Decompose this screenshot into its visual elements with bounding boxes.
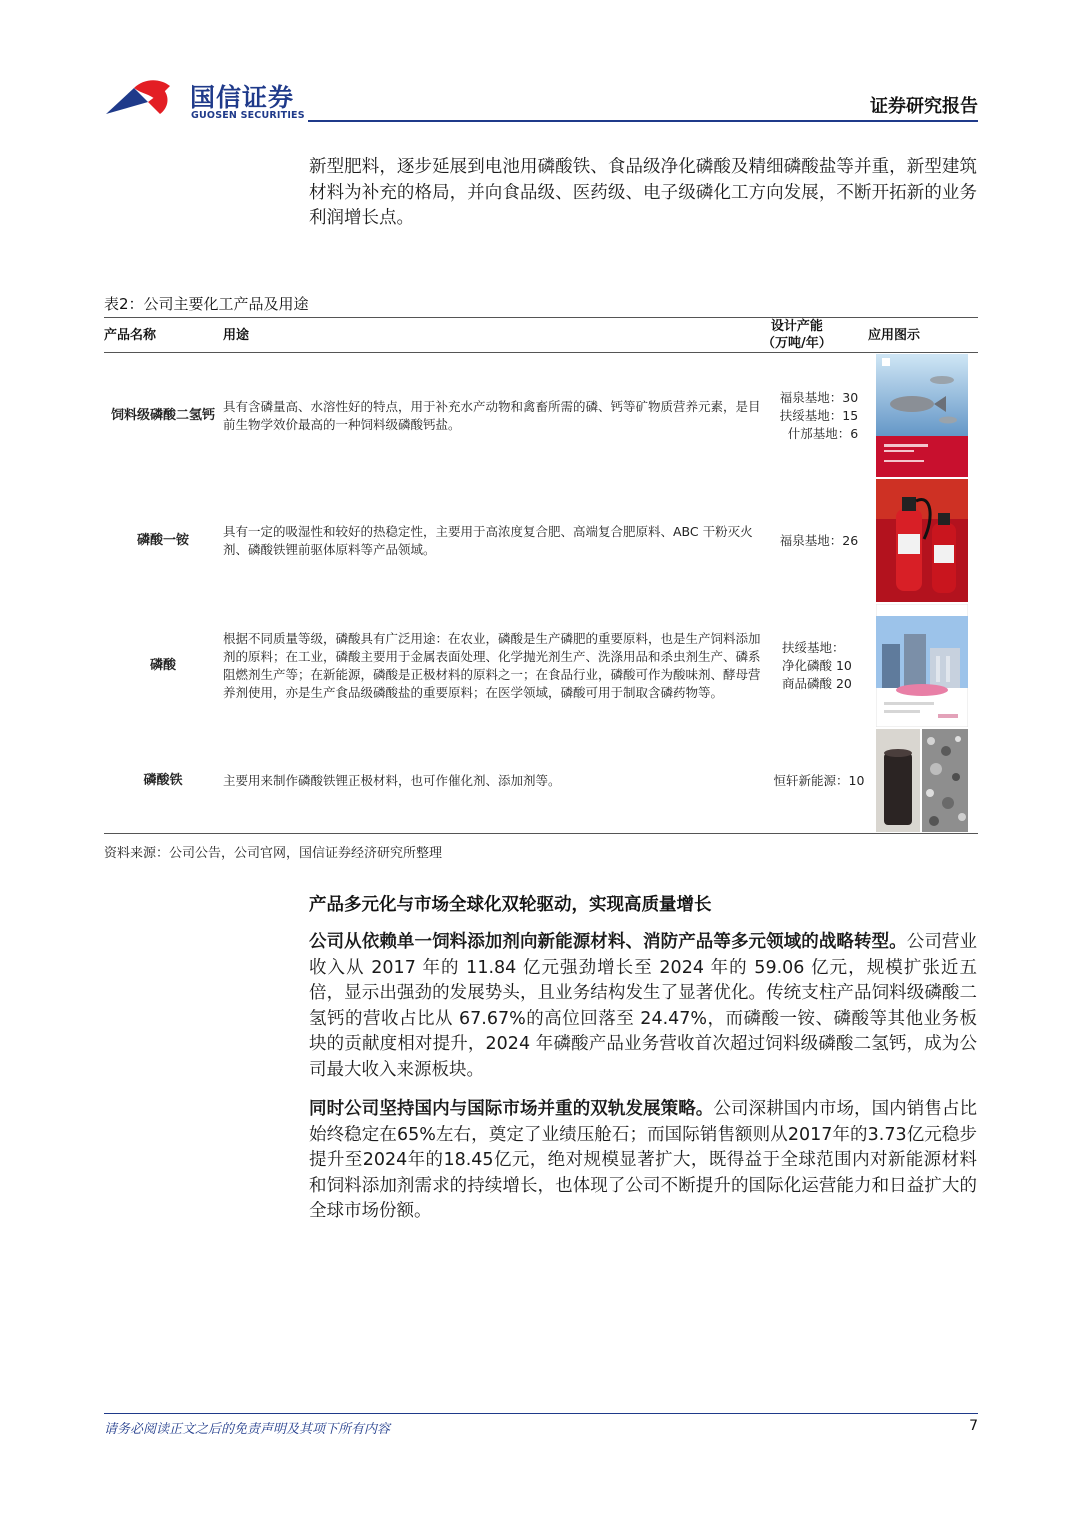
table-source: 资料来源：公司公告，公司官网，国信证券经济研究所整理 <box>104 846 443 861</box>
paragraph-lead: 同时公司坚持国内与国际市场并重的双轨发展策略。 <box>309 1099 714 1119</box>
product-use: 具有一定的吸湿性和较好的热稳定性，主要用于高浓度复合肥、高端复合肥原料、ABC 干粉灭火剂、磷酸铁锂前驱体原料等产品领域。 <box>223 523 753 557</box>
table-top-rule <box>104 317 978 318</box>
product-capacity <box>764 603 874 728</box>
capacity-line: 福泉基地：26 <box>779 532 859 548</box>
paragraph-markets <box>309 1097 977 1225</box>
company-logo <box>104 76 304 126</box>
table-row <box>104 728 978 833</box>
fish-feed-product-icon <box>876 354 968 477</box>
intro-paragraph: 新型肥料，逐步延展到电池用磷酸铁、食品级净化磷酸及精细磷酸盐等并重，新型建筑材料为补充的格局，并向食品级、医药级、电子级磷化工方向发展，不断开拓新的业务利润增长点。 <box>309 157 977 228</box>
fire-extinguisher-icon <box>876 479 968 602</box>
table-row <box>104 353 978 478</box>
footer-disclaimer: 请务必阅读正文之后的免责声明及其项下所有内容 <box>104 1422 391 1437</box>
section-subheading: 产品多元化与市场全球化双轮驱动，实现高质量增长 <box>309 895 712 915</box>
capacity-line: 恒轩新能源：10 <box>773 772 865 788</box>
table-row <box>104 603 978 728</box>
product-use: 具有含磷量高、水溶性好的特点，用于补充水产动物和禽畜所需的磷、钙等矿物质营养元素，是目前生物学效价最高的一种饲料级磷酸钙盐。 <box>223 398 761 432</box>
powder-sample-icon <box>876 729 968 832</box>
table-title: 表2：公司主要化工产品及用途 <box>104 295 309 313</box>
header-capacity-line1: 设计产能 <box>770 319 823 334</box>
capacity-line: 什邡基地：6 <box>787 425 859 441</box>
product-image-cell <box>874 353 970 478</box>
paragraph-transformation <box>309 930 977 1083</box>
product-image-cell <box>874 728 970 833</box>
product-name: 饲料级磷酸二氢钙 <box>110 407 215 423</box>
guosen-logo-icon <box>104 76 184 122</box>
capacity-line: 商品磷酸 20 <box>782 675 852 691</box>
header-product-name: 产品名称 <box>104 328 157 343</box>
product-use: 主要用来制作磷酸铁锂正极材料，也可作催化剂、添加剂等。 <box>223 772 561 788</box>
product-use: 根据不同质量等级，磷酸具有广泛用途：在农业，磷酸是生产磷肥的重要原料，也是生产饲料添加剂的原料；在工业，磷酸主要用于金属表面处理、化学抛光剂生产、洗涤用品和杀虫剂生产、磷系阻燃剂生产等；在新能源，磷酸是正极材料的原料之一；在食品行业，磷酸可作为酸味剂、酵母营养剂使用，亦是生产食品级磷酸盐的重要原料；在医学领域，磷酸可用于制取含磷药物等。 <box>223 630 761 700</box>
product-image-cell <box>874 478 970 603</box>
product-capacity <box>764 353 874 478</box>
paragraph-lead: 公司从依赖单一饲料添加剂向新能源材料、消防产品等多元领域的战略转型。 <box>309 932 907 952</box>
product-image-cell <box>874 603 970 728</box>
table-row <box>104 478 978 603</box>
footer-divider <box>104 1413 978 1414</box>
page-number: 7 <box>969 1418 978 1434</box>
header-divider <box>308 120 978 122</box>
product-capacity <box>764 478 874 603</box>
logo-text-en: GUOSEN SECURITIES <box>191 110 305 121</box>
capacity-line: 净化磷酸 10 <box>782 657 852 673</box>
header-capacity <box>762 318 832 352</box>
header-image: 应用图示 <box>868 328 921 343</box>
table-bottom-rule <box>104 833 978 834</box>
capacity-line: 福泉基地：30 <box>779 389 859 405</box>
paragraph-body: 公司营业收入从 2017 年的 11.84 亿元强劲增长至 2024 年的 59.06 亿元，规模扩张近五倍，显示出强劲的发展势头，且业务结构发生了显著优化。传统支柱产品饲料级磷酸二氢钙的营收占比从 67.67%的高位回落至 24.47%，而磷酸一铵、磷酸等其他业务板块的贡献度相对提升，2024 年磷酸产品业务营收首次超过饲料级磷酸二氢钙，成为公司最大收入来源板块。 <box>309 932 978 1080</box>
product-capacity <box>764 728 874 833</box>
capacity-line: 扶绥基地：15 <box>779 407 859 423</box>
paragraph-body: 公司深耕国内市场，国内销售占比始终稳定在65%左右，奠定了业绩压舱石；而国际销售额则从2017年的3.73亿元稳步提升至2024年的18.45亿元，绝对规模显著扩大，既得益于全球范围内对新能源材料和饲料添加剂需求的持续增长，也体现了公司不断提升的国际化运营能力和日益扩大的全球市场份额。 <box>309 1099 978 1221</box>
report-type-label: 证券研究报告 <box>870 96 978 117</box>
header-use: 用途 <box>223 328 250 343</box>
product-name: 磷酸一铵 <box>136 532 189 548</box>
logo-text-cn: 国信证券 <box>190 83 295 112</box>
capacity-line: 扶绥基地： <box>782 639 845 655</box>
factory-brochure-icon <box>876 604 968 727</box>
product-name: 磷酸 <box>149 657 176 673</box>
header-capacity-line2: （万吨/年） <box>762 336 832 351</box>
product-name: 磷酸铁 <box>143 772 183 788</box>
